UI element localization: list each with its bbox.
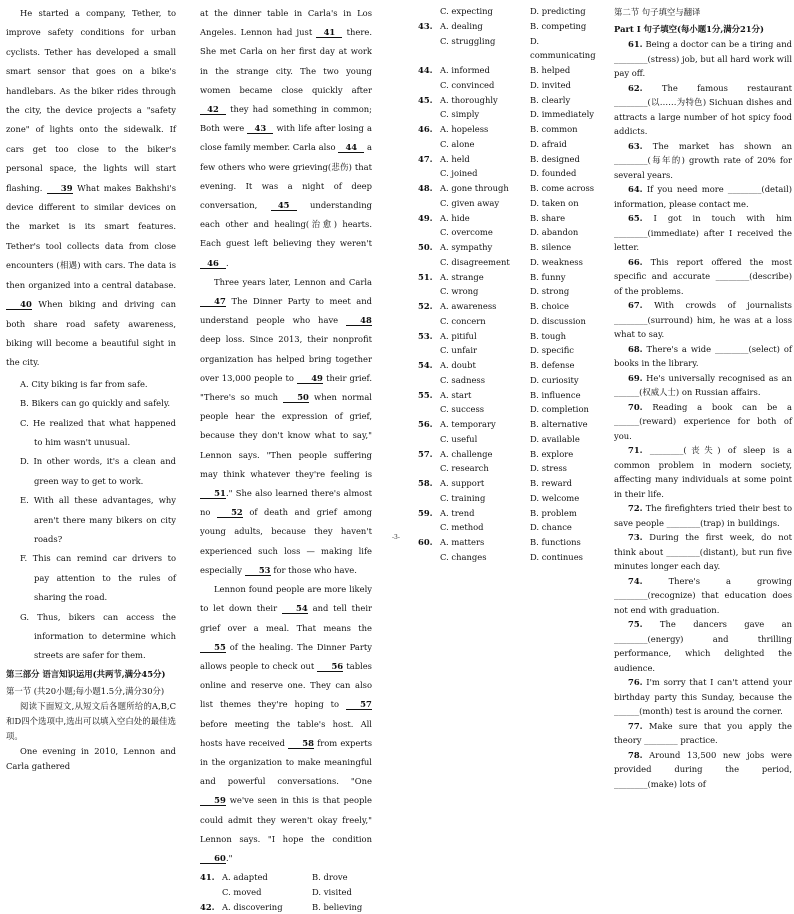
fill-item-text[interactable]: If you need more ________(detail) information, please contact me. (614, 184, 792, 209)
passage-text: What makes Bakhshi's device different to similar devices on the market is its smart features. Tether's tool collects data from close encounters (相遇) with cars. The data is then organized into a central database. (6, 182, 176, 290)
cloze-option[interactable]: A. gone through (440, 183, 509, 193)
blank-48[interactable]: 48 (346, 315, 372, 326)
column-cloze-options (418, 4, 603, 565)
fill-item-number: 66. (628, 256, 643, 267)
question-number (418, 284, 440, 299)
fill-item-text[interactable]: Being a doctor can be a tiring and ________(stress) job, but all hard work will pay off. (614, 39, 793, 78)
cloze-option[interactable]: B. alternative (530, 419, 588, 429)
question-number: 44. (418, 65, 433, 75)
blank-40[interactable]: 40 (6, 299, 32, 310)
option-b[interactable]: B. believing (312, 901, 363, 912)
cloze-text: and tell their grief over a meal. That means the (200, 603, 372, 633)
cloze-text: deep loss. Since 2013, their nonprofit organization has helped bring together over 13,000 people to (200, 334, 372, 383)
cloze-text: from experts in the organization to make meaningful and powerful conversations. "One (200, 737, 373, 787)
cloze-option[interactable]: C. concern (440, 315, 486, 326)
question-number (418, 196, 440, 211)
fill-item-number: 68. (628, 343, 643, 354)
cloze-text: at the dinner table in Carla's in Los Angeles. Lennon had just (200, 8, 372, 38)
fill-item-text[interactable]: ________(丧失) of sleep is a common problem in modern society, affecting many individuals at some point in their life. (614, 445, 793, 499)
cloze-option[interactable]: D. founded (530, 168, 577, 179)
cloze-option[interactable]: B. choice (530, 301, 569, 311)
cloze-option[interactable]: C. given away (440, 197, 500, 208)
fill-item (614, 37, 792, 81)
cloze-option[interactable]: C. wrong (440, 286, 479, 297)
cloze-text: we've seen in this is that people could admit they weren't okay freely," Lennon says. "I hope the condition (200, 795, 372, 844)
question-number: 51. (418, 271, 433, 282)
question-number: 46. (418, 124, 433, 134)
blank-53[interactable]: 53 (245, 565, 271, 576)
cloze-option[interactable]: D. weakness (530, 256, 583, 267)
fill-item-number: 77. (628, 720, 643, 731)
question-number: 47. (418, 153, 433, 164)
cloze-option[interactable]: D. communicating (530, 35, 596, 61)
fill-item (614, 530, 792, 574)
fill-item-text[interactable]: The dancers gave an ________(energy) and thrilling performance, which delighted the audience. (614, 619, 792, 673)
fill-item-number: 63. (628, 140, 643, 151)
question-number: 49. (418, 212, 433, 223)
option-a[interactable]: A. discovering (222, 901, 283, 912)
option-c: C. He realized that what happened to him wasn't unusual. (20, 417, 176, 447)
cloze-option[interactable]: B. share (530, 212, 566, 223)
cloze-option[interactable]: A. informed (440, 65, 490, 75)
cloze-option[interactable]: D. taken on (530, 197, 579, 208)
page-number: -3- (392, 534, 400, 541)
cloze-option[interactable]: B. silence (530, 242, 572, 252)
question-number (418, 137, 440, 152)
fill-item-text[interactable]: The market has shown an ________(每年的) growth rate of 20% for several years. (614, 140, 792, 180)
section2-title: 第二节 句子填空与翻译 (614, 7, 701, 17)
column-sentence-fill (614, 4, 792, 791)
question-number: 41. (200, 872, 215, 883)
cloze-option[interactable]: C. overcome (440, 227, 493, 238)
fill-item (614, 719, 792, 748)
question-number (418, 34, 440, 64)
fill-item-text[interactable]: The firefighters tried their best to save people ________(trap) in buildings. (614, 503, 792, 528)
question-number (418, 343, 440, 358)
blank-52[interactable]: 52 (217, 507, 243, 518)
cloze-option[interactable]: D. afraid (530, 138, 567, 149)
blank-56[interactable]: 56 (317, 661, 343, 672)
cloze-text: understanding each other and healing(治愈) hearts. Each guest left believing they weren't (200, 200, 372, 249)
cloze-option[interactable]: D. completion (530, 404, 589, 415)
cloze-text: there. She met Carla on her first day at work in the strange city. The two young women became close quickly after (200, 27, 372, 95)
cloze-option[interactable]: B. competing (530, 20, 587, 31)
cloze-option[interactable]: B. explore (530, 448, 574, 459)
section1-instructions: 阅读下面短文,从短文后各题所给的A,B,C和D四个选项中,选出可以填入空白处的最佳选项。 (6, 700, 176, 741)
fill-item-number: 65. (628, 213, 643, 223)
cloze-option[interactable]: A. hide (440, 212, 470, 223)
cloze-option[interactable]: A. temporary (440, 419, 496, 429)
cloze-option[interactable]: B. helped (530, 65, 571, 75)
question-number (418, 550, 440, 565)
fill-item (614, 443, 792, 501)
cloze-text: ." (226, 852, 233, 863)
cloze-paragraph-2 (200, 273, 372, 580)
fill-item-text[interactable]: Reading a book can be a ______(reward) experience for both of you. (614, 401, 792, 441)
cloze-option[interactable]: B. problem (530, 507, 577, 518)
blank-54[interactable]: 54 (282, 603, 308, 614)
blank-39[interactable]: 39 (47, 183, 73, 194)
cloze-option[interactable]: A. awareness (440, 301, 497, 311)
question-number (418, 432, 440, 447)
cloze-option[interactable]: D. discussion (530, 315, 586, 326)
fill-item-text[interactable]: There's a wide ________(select) of books in the library. (614, 343, 792, 368)
question-number: 45. (418, 94, 433, 105)
cloze-option[interactable]: D. predicting (530, 6, 586, 16)
cloze-option[interactable]: B. come across (530, 183, 595, 193)
blank-45[interactable]: 45 (271, 200, 297, 211)
cloze-option[interactable]: A. pitiful (440, 330, 477, 341)
question-number: 59. (418, 507, 433, 518)
blank-47[interactable]: 47 (200, 296, 226, 307)
question-number: 60. (418, 537, 433, 547)
seven-choice-options (6, 375, 176, 666)
option-a[interactable]: A. adapted (222, 872, 268, 883)
fill-item-number: 64. (628, 184, 643, 194)
blank-42[interactable]: 42 (200, 104, 226, 115)
blank-51[interactable]: 51 (200, 488, 226, 499)
fill-item (614, 342, 792, 371)
cloze-paragraph-3 (200, 580, 372, 868)
fill-item (614, 371, 792, 400)
fill-item (614, 139, 792, 183)
cloze-option[interactable]: D. invited (530, 79, 571, 90)
fill-item-number: 76. (628, 677, 643, 687)
cloze-text: when normal people hear the expression of grief, because they don't know what to say," Lennon says. "Then people suffering may think whatever they're feeling is (200, 392, 372, 479)
cloze-options-grid (418, 4, 603, 565)
option-g: G. Thus, bikers can access the information to determine which streets are safer for them. (20, 611, 176, 661)
question-41 (200, 870, 372, 900)
passage-text: When biking and driving can both share road safety awareness, biking will become a beautiful sight in the city. (6, 299, 176, 368)
fill-item (614, 574, 792, 618)
cloze-text: with life after losing a close family member. Carla also (200, 123, 372, 153)
fill-item-number: 69. (628, 372, 643, 383)
cloze-option[interactable]: C. changes (440, 551, 487, 562)
fill-item (614, 400, 792, 444)
fill-item (614, 211, 792, 255)
cloze-text: their grief. "There's so much (200, 372, 373, 403)
fill-item (614, 748, 792, 792)
question-number: 43. (418, 20, 433, 31)
question-number (418, 166, 440, 181)
cloze-option[interactable]: C. unfair (440, 345, 477, 356)
blank-41[interactable]: 41 (316, 27, 342, 38)
cloze-text: . (226, 257, 229, 268)
cloze-option[interactable]: A. sympathy (440, 242, 493, 252)
fill-item-number: 72. (628, 503, 643, 513)
cloze-option[interactable]: D. stress (530, 463, 567, 474)
question-number (418, 402, 440, 417)
blank-55[interactable]: 55 (200, 642, 226, 653)
fill-item-number: 75. (628, 619, 643, 629)
cloze-text: of the healing. The Dinner Party allows people to check out (200, 641, 372, 671)
cloze-text: ." She also learned there's almost no (200, 488, 372, 518)
question-number: 57. (418, 448, 433, 459)
part1-title: Part Ⅰ 句子填空(每小题1分,满分21分) (614, 24, 764, 34)
cloze-option[interactable]: A. challenge (440, 448, 493, 459)
cloze-option[interactable]: D. curiosity (530, 374, 579, 385)
cloze-start: One evening in 2010, Lennon and Carla gathered (6, 745, 176, 771)
cloze-option[interactable]: D. abandon (530, 227, 579, 238)
section3-title: 第三部分 语言知识运用(共两节,满分45分) (6, 668, 166, 679)
cloze-option[interactable]: B. influence (530, 389, 581, 400)
fill-item (614, 81, 792, 139)
question-number: 52. (418, 301, 433, 311)
option-f: F. This can remind car drivers to pay attention to the rules of sharing the road. (20, 553, 176, 603)
option-d[interactable]: D. visited (312, 886, 352, 897)
fill-item-text[interactable]: There's a growing ________(recognize) that education does not end with graduation. (614, 575, 792, 615)
question-number: 54. (418, 360, 433, 370)
option-e: E. With all these advantages, why aren't there many bikers on city roads? (20, 495, 176, 544)
cloze-text: Lennon found people are more likely to let down their (200, 584, 372, 614)
option-c[interactable]: C. moved (222, 886, 262, 897)
cloze-option[interactable]: D. available (530, 433, 580, 444)
cloze-option[interactable]: A. matters (440, 537, 485, 547)
fill-item (614, 298, 792, 342)
fill-item (614, 617, 792, 675)
cloze-option[interactable]: B. tough (530, 330, 567, 341)
question-number: 42. (200, 901, 215, 912)
cloze-option[interactable]: C. useful (440, 433, 478, 444)
cloze-option[interactable]: C. joined (440, 168, 478, 179)
cloze-text: The Dinner Party to meet and understand people who have (200, 296, 372, 326)
blank-50[interactable]: 50 (283, 392, 309, 403)
blank-60[interactable]: 60 (200, 853, 226, 864)
cloze-option[interactable]: B. functions (530, 537, 581, 547)
question-number (418, 4, 440, 19)
column-cloze (200, 4, 372, 914)
fill-item-number: 61. (628, 39, 643, 49)
cloze-option[interactable]: C. sadness (440, 374, 486, 385)
fill-item-text[interactable]: I'm sorry that I can't attend your birthday party this Sunday, because the ______(month) test is around the corner. (614, 677, 792, 716)
cloze-option[interactable]: B. common (530, 124, 578, 134)
cloze-option[interactable]: B. funny (530, 271, 566, 282)
option-d: D. In other words, it's a clean and green way to get to work. (20, 456, 176, 486)
sentence-fill-list (614, 37, 792, 791)
question-number (418, 491, 440, 506)
fill-item-text[interactable]: With crowds of journalists ________(surround) him, he was at a loss what to say. (614, 300, 792, 339)
passage-intro (6, 4, 176, 373)
cloze-option[interactable]: C. research (440, 463, 489, 474)
cloze-option[interactable]: C. struggling (440, 35, 496, 46)
cloze-option[interactable]: C. convinced (440, 79, 495, 90)
fill-item (614, 182, 792, 211)
cloze-option[interactable]: D. specific (530, 345, 575, 356)
cloze-option[interactable]: B. defense (530, 360, 575, 370)
question-number (418, 461, 440, 476)
question-number: 55. (418, 389, 433, 400)
fill-item (614, 675, 792, 719)
fill-item-number: 71. (628, 445, 643, 455)
cloze-text: before meeting the table's host. All hosts have received (200, 718, 372, 748)
fill-item-text[interactable]: Make sure that you apply the theory ________ practice. (614, 720, 792, 745)
question-number: 56. (418, 419, 433, 429)
blank-49[interactable]: 49 (297, 373, 323, 384)
cloze-option[interactable]: A. strange (440, 271, 484, 282)
question-number: 58. (418, 478, 433, 488)
cloze-option[interactable]: C. expecting (440, 6, 493, 16)
question-number: 53. (418, 330, 433, 341)
fill-item-text[interactable]: During the first week, do not think about ________(distant), but run five minutes longer each day. (614, 532, 792, 571)
question-number (418, 78, 440, 93)
option-a: A. City biking is far from safe. (20, 378, 148, 389)
passage-text: He started a company, Tether, to improve safety conditions for urban cyclists. Tether has developed a small smart sensor that goes on a bike's handlebars. As the biker rides through the city, the device projects a "safety zone" of lights onto the sidewalk. If cars get too close to the biker's personal space, the lights will start flashing. (6, 8, 176, 193)
cloze-paragraph-1 (200, 4, 372, 273)
question-number (418, 520, 440, 535)
fill-item-text[interactable]: He's universally recognised as an ______(权威人士) on Russian affairs. (614, 372, 792, 397)
question-number: 48. (418, 183, 433, 193)
fill-item-text[interactable]: I got in touch with him ________(immediate) after I received the letter. (614, 213, 792, 252)
fill-item (614, 255, 792, 299)
fill-item-number: 74. (628, 575, 643, 586)
blank-58[interactable]: 58 (288, 738, 314, 749)
fill-item-number: 70. (628, 401, 643, 412)
fill-item-number: 78. (628, 749, 643, 760)
blank-44[interactable]: 44 (338, 142, 364, 153)
question-42 (200, 900, 372, 914)
fill-item (614, 501, 792, 530)
cloze-option[interactable]: A. trend (440, 507, 475, 518)
cloze-option[interactable]: B. clearly (530, 94, 571, 105)
cloze-option[interactable]: C. alone (440, 138, 475, 149)
cloze-option[interactable]: C. success (440, 404, 485, 415)
cloze-option[interactable]: A. doubt (440, 360, 476, 370)
question-number (418, 225, 440, 240)
fill-item-number: 67. (628, 300, 643, 310)
fill-item-text[interactable]: Around 13,500 new jobs were provided during the period, ________(make) lots of (614, 749, 792, 789)
cloze-option[interactable]: D. welcome (530, 492, 580, 503)
fill-item-text[interactable]: The famous restaurant ________(以……为特色) Sichuan dishes and attracts a large number of hot spicy food addicts. (614, 82, 793, 136)
fill-item-text[interactable]: This report offered the most specific and accurate ________(describe) of the problems. (614, 256, 792, 296)
option-b: B. Bikers can go quickly and safely. (20, 398, 171, 409)
blank-57[interactable]: 57 (346, 699, 372, 710)
cloze-option[interactable]: C. method (440, 522, 484, 533)
cloze-option[interactable]: A. dealing (440, 20, 483, 31)
question-number: 50. (418, 242, 433, 252)
fill-item-number: 62. (628, 82, 643, 93)
question-number (418, 107, 440, 122)
cloze-option[interactable]: A. support (440, 478, 485, 488)
cloze-option[interactable]: D. chance (530, 522, 572, 533)
cloze-option[interactable]: A. thoroughly (440, 94, 498, 105)
column-reading (6, 4, 176, 774)
cloze-text: a few others who were grieving(悲伤) that evening. It was a night of deep conversation, (200, 142, 372, 211)
cloze-option[interactable]: D. immediately (530, 109, 595, 120)
option-b[interactable]: B. drove (312, 872, 348, 883)
cloze-option[interactable]: C. disagreement (440, 256, 510, 267)
cloze-option[interactable]: A. hopeless (440, 124, 489, 134)
cloze-text: of death and grief among young adults, because they haven't experienced such loss — making life especially (200, 507, 372, 575)
cloze-text: for those who have. (270, 564, 357, 575)
question-number (418, 255, 440, 270)
blank-43[interactable]: 43 (247, 123, 273, 134)
section1-title: 第一节 (共20小题;每小题1.5分,满分30分) (6, 685, 165, 696)
question-number (418, 373, 440, 388)
cloze-option[interactable]: C. training (440, 492, 486, 503)
cloze-text: Three years later, Lennon and Carla (214, 276, 372, 287)
cloze-option[interactable]: C. simply (440, 109, 480, 120)
cloze-text: tables online and reserve one. They can also list themes they're hoping to (200, 660, 372, 710)
question-number (418, 314, 440, 329)
cloze-option[interactable]: A. held (440, 153, 470, 164)
blank-46[interactable]: 46 (200, 258, 226, 269)
cloze-option[interactable]: D. continues (530, 551, 583, 562)
cloze-option[interactable]: D. strong (530, 286, 570, 297)
fill-item-number: 73. (628, 532, 643, 542)
cloze-option[interactable]: B. designed (530, 153, 580, 164)
cloze-option[interactable]: B. reward (530, 478, 572, 488)
cloze-option[interactable]: A. start (440, 389, 472, 400)
blank-59[interactable]: 59 (200, 795, 226, 806)
cloze-text: they had something in common; Both were (200, 104, 372, 134)
